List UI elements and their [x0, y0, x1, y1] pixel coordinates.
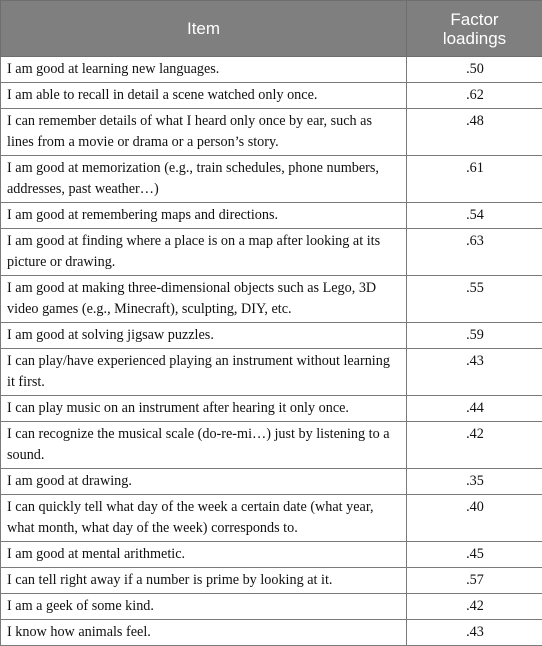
- item-cell: I am good at remembering maps and directions.: [1, 203, 407, 229]
- item-cell: I am good at drawing.: [1, 469, 407, 495]
- loading-cell: .55: [407, 276, 542, 323]
- header-item: Item: [1, 1, 407, 57]
- loading-cell: .50: [407, 57, 542, 83]
- item-cell: I can remember details of what I heard only once by ear, such as lines from a movie or drama or a person’s story.: [1, 109, 407, 156]
- item-cell: I am able to recall in detail a scene watched only once.: [1, 83, 407, 109]
- table-row: [1, 568, 542, 594]
- item-cell: I am good at solving jigsaw puzzles.: [1, 323, 407, 349]
- table-row: [1, 323, 542, 349]
- item-cell: I can tell right away if a number is prime by looking at it.: [1, 568, 407, 594]
- header-row: [1, 1, 542, 57]
- loading-cell: .62: [407, 83, 542, 109]
- table-row: [1, 83, 542, 109]
- item-cell: I know how animals feel.: [1, 620, 407, 646]
- loading-cell: .59: [407, 323, 542, 349]
- item-cell: I can play/have experienced playing an instrument without learning it first.: [1, 349, 407, 396]
- loading-cell: .54: [407, 203, 542, 229]
- item-cell: I am good at memorization (e.g., train schedules, phone numbers, addresses, past weather…): [1, 156, 407, 203]
- item-cell: I am good at learning new languages.: [1, 57, 407, 83]
- item-cell: I can quickly tell what day of the week a certain date (what year, what month, what day of the week) corresponds to.: [1, 495, 407, 542]
- loading-cell: .43: [407, 349, 542, 396]
- loading-cell: .35: [407, 469, 542, 495]
- table-row: [1, 495, 542, 542]
- table-row: [1, 276, 542, 323]
- table-row: [1, 57, 542, 83]
- item-cell: I can recognize the musical scale (do-re-mi…) just by listening to a sound.: [1, 422, 407, 469]
- loading-cell: .61: [407, 156, 542, 203]
- table-row: [1, 156, 542, 203]
- loading-cell: .57: [407, 568, 542, 594]
- loading-cell: .42: [407, 422, 542, 469]
- item-cell: I am good at making three-dimensional objects such as Lego, 3D video games (e.g., Minecraft), sculpting, DIY, etc.: [1, 276, 407, 323]
- table-row: [1, 469, 542, 495]
- table-row: [1, 594, 542, 620]
- loading-cell: .44: [407, 396, 542, 422]
- table-row: [1, 349, 542, 396]
- loading-cell: .40: [407, 495, 542, 542]
- item-cell: I am a geek of some kind.: [1, 594, 407, 620]
- item-cell: I am good at finding where a place is on a map after looking at its picture or drawing.: [1, 229, 407, 276]
- header-factor-loadings: Factor loadings: [407, 1, 542, 57]
- table-row: [1, 396, 542, 422]
- loading-cell: .63: [407, 229, 542, 276]
- table-row: [1, 620, 542, 646]
- item-cell: I can play music on an instrument after hearing it only once.: [1, 396, 407, 422]
- table-row: [1, 542, 542, 568]
- loading-cell: .42: [407, 594, 542, 620]
- loading-cell: .48: [407, 109, 542, 156]
- table-row: [1, 229, 542, 276]
- loading-cell: .45: [407, 542, 542, 568]
- item-cell: I am good at mental arithmetic.: [1, 542, 407, 568]
- table-row: [1, 203, 542, 229]
- loading-cell: .43: [407, 620, 542, 646]
- table-row: [1, 422, 542, 469]
- table-row: [1, 109, 542, 156]
